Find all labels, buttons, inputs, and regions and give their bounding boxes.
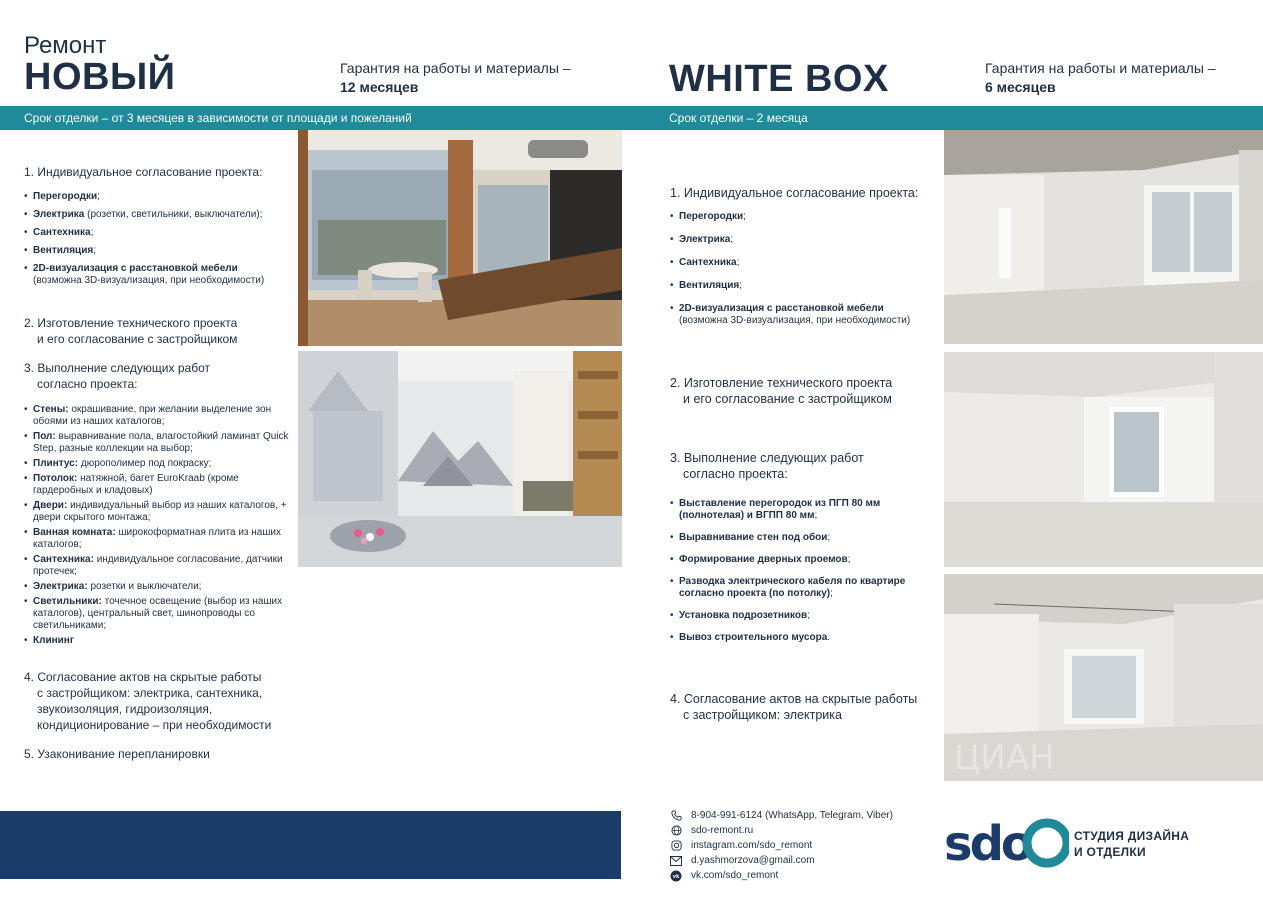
photo-whitebox-2 (944, 352, 1263, 567)
right-s3-item: • Разводка электрического кабеля по квартире согласно проекта (по потолку); (670, 576, 932, 600)
left-s3-item: • Потолок: натяжной, багет EuroKraab (кроме гардеробных и кладовых) (24, 473, 294, 497)
left-s1-item: • Сантехника; (24, 227, 294, 239)
sdo-logo-icon (944, 818, 1069, 868)
left-section-1-title: 1. Индивидуальное согласование проекта: (24, 165, 263, 179)
footer-navy-bar (0, 811, 621, 879)
left-s3-item: • Плинтус: дюрополимер под покраску; (24, 458, 294, 470)
left-s3-item: • Сантехника: индивидуальное согласование, датчики протечек; (24, 554, 294, 578)
right-s1-item: • Вентиляция; (670, 280, 940, 292)
right-section-4-title: 4. Согласование актов на скрытые работы с застройщиком: электрика (670, 692, 918, 722)
contact-email[interactable]: d.yashmorzova@gmail.com (670, 853, 893, 868)
left-s1-item: • Электрика (розетки, светильники, выключатели); (24, 209, 294, 221)
left-section-3-list (24, 404, 294, 647)
logo-text: СТУДИЯ ДИЗАЙНА И ОТДЕЛКИ (1074, 829, 1190, 859)
left-section-4-title: 4. Согласование актов на скрытые работы с застройщиком: электрика, сантехника, звукоизоляция, гидроизоляция, кондиционирование – при необходимости (24, 670, 272, 732)
warranty-right-line2: 6 месяцев (985, 79, 1056, 95)
right-s3-item: • Формирование дверных проемов; (670, 554, 932, 566)
contact-vk[interactable]: vk vk.com/sdo_remont (670, 868, 893, 883)
svg-text:sdo: sdo (944, 818, 1031, 868)
band-left (0, 106, 645, 130)
left-section-2-title: 2. Изготовление технического проекта и его согласование с застройщиком (24, 316, 238, 346)
title-white-box: WHITE BOX (669, 58, 889, 100)
left-s3-item: • Ванная комната: широкоформатная плита из наших каталогов; (24, 527, 294, 551)
instagram-icon (670, 840, 682, 852)
vk-icon (670, 870, 682, 882)
right-section-2-title: 2. Изготовление технического проекта и его согласование с застройщиком (670, 376, 893, 406)
left-s3-item: • Двери: индивидуальный выбор из наших каталогов, + двери скрытого монтажа; (24, 500, 294, 524)
band-left-text: Срок отделки – от 3 месяцев в зависимости от площади и пожеланий (24, 111, 412, 125)
left-s1-item: • Перегородки; (24, 191, 294, 203)
warranty-right-line1: Гарантия на работы и материалы – (985, 60, 1216, 76)
band-right (645, 106, 1263, 130)
photo-kids-room (298, 351, 622, 567)
right-section-1-list (670, 211, 940, 327)
globe-icon (670, 825, 682, 837)
left-s3-item: • Клининг (24, 635, 294, 647)
right-s3-item: • Установка подрозетников; (670, 610, 932, 622)
right-s1-item: • Перегородки; (670, 211, 940, 223)
svg-text:vk: vk (672, 873, 680, 880)
phone-icon (670, 810, 682, 822)
contact-instagram[interactable]: instagram.com/sdo_remont (670, 838, 893, 853)
left-s3-item: • Электрика: розетки и выключатели; (24, 581, 294, 593)
left-section-1-list (24, 191, 294, 287)
left-s3-item: • Стены: окрашивание, при желании выделение зон обоями из наших каталогов; (24, 404, 294, 428)
left-s1-note: (возможна 3D-визуализация, при необходимости) (33, 275, 265, 286)
right-s1-item: • 2D-визуализация с расстановкой мебели (возможна 3D-визуализация, при необходимости) (670, 303, 940, 327)
band-right-text: Срок отделки – 2 месяца (669, 111, 808, 125)
photo-kitchen-dining (298, 130, 622, 346)
subtitle-remont: Ремонт (24, 32, 107, 59)
right-s1-item: • Сантехника; (670, 257, 940, 269)
right-section-3-title: 3. Выполнение следующих работ согласно проекта: (670, 451, 864, 481)
left-section-5-title: 5. Узаконивание перепланировки (24, 747, 210, 761)
right-s1-item: • Электрика; (670, 234, 940, 246)
warranty-left-line1: Гарантия на работы и материалы – (340, 60, 571, 76)
right-s3-item: • Выставление перегородок из ПГП 80 мм (полнотелая) и ВГПП 80 мм; (670, 498, 932, 522)
left-s3-item: • Светильники: точечное освещение (выбор из наших каталогов), центральный свет, шинопроводы со светильниками; (24, 596, 294, 632)
svg-text:ЦИАН: ЦИАН (954, 738, 1055, 778)
right-s3-item: • Выравнивание стен под обои; (670, 532, 932, 544)
photo-whitebox-3 (944, 574, 1263, 781)
right-s1-note: (возможна 3D-визуализация, при необходимости) (679, 315, 911, 326)
photo-whitebox-1 (944, 130, 1263, 344)
right-section-1-title: 1. Индивидуальное согласование проекта: (670, 186, 919, 200)
left-section-3-title: 3. Выполнение следующих работ согласно проекта: (24, 361, 210, 391)
warranty-right (985, 59, 1216, 97)
contact-site[interactable]: sdo-remont.ru (670, 823, 893, 838)
contacts-block (670, 808, 893, 883)
title-new: НОВЫЙ (24, 56, 176, 98)
mail-icon (670, 855, 682, 867)
left-s1-item: • 2D-визуализация с расстановкой мебели (возможна 3D-визуализация, при необходимости) (24, 263, 294, 287)
left-s1-item: • Вентиляция; (24, 245, 294, 257)
right-section-3-list (670, 498, 932, 644)
warranty-left (340, 59, 571, 97)
warranty-left-line2: 12 месяцев (340, 79, 419, 95)
right-s3-item: • Вывоз строительного мусора. (670, 632, 932, 644)
left-s3-item: • Пол: выравнивание пола, влагостойкий ламинат Quick Step, разные коллекции на выбор; (24, 431, 294, 455)
contact-phone[interactable]: 8-904-991-6124 (WhatsApp, Telegram, Viber) (670, 808, 893, 823)
